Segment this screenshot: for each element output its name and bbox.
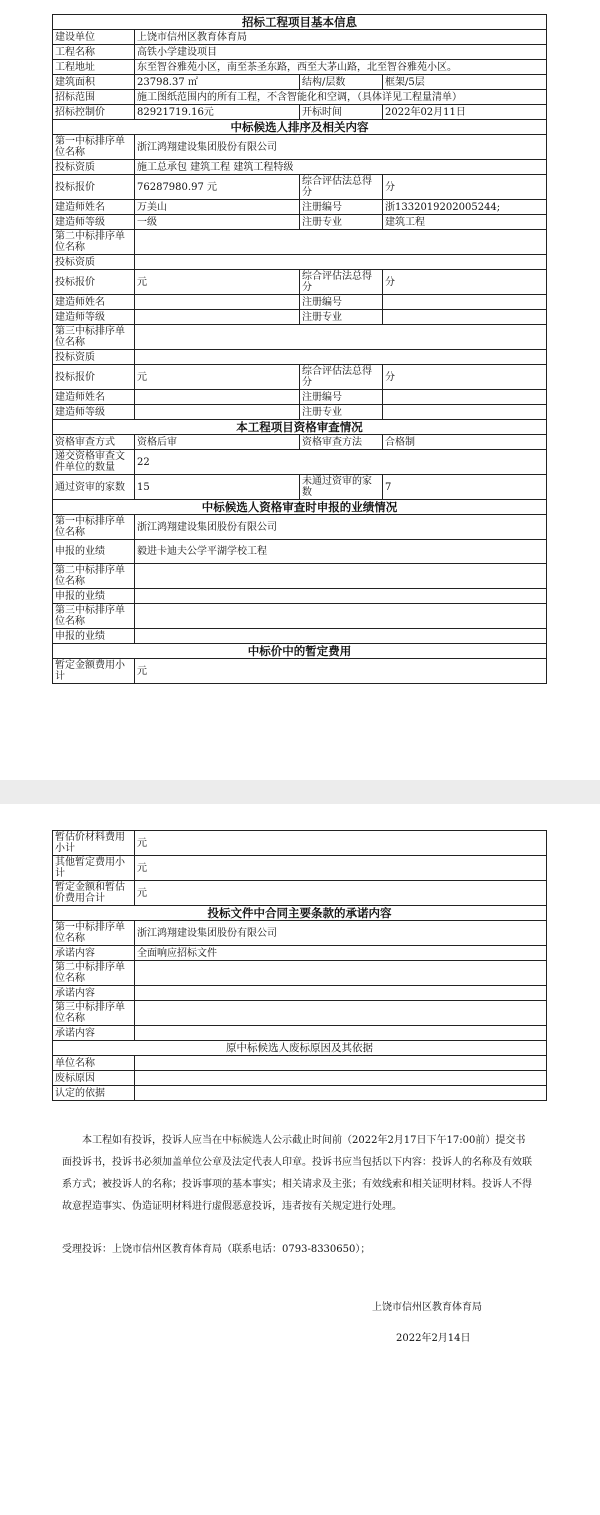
field-value: 全面响应招标文件 bbox=[135, 946, 547, 961]
field-value: 浙1332019202005244; bbox=[383, 200, 547, 215]
signer: 上饶市信州区教育体育局 bbox=[372, 1302, 482, 1313]
field-label: 递交资格审查文件单位的数量 bbox=[53, 450, 135, 475]
page-1 bbox=[52, 14, 546, 684]
signature-date: 2022年2月14日 bbox=[396, 1333, 471, 1344]
field-label: 投标资质 bbox=[53, 160, 135, 175]
field-label: 工程名称 bbox=[53, 45, 135, 60]
field-value bbox=[135, 405, 300, 420]
field-label: 第一中标排序单位名称 bbox=[53, 135, 135, 160]
field-label: 注册专业 bbox=[300, 310, 383, 325]
section-title-basic-info: 招标工程项目基本信息 bbox=[53, 15, 547, 30]
field-label: 招标范围 bbox=[53, 90, 135, 105]
field-value: 上饶市信州区教育体育局 bbox=[135, 30, 547, 45]
field-label: 第三中标排序单位名称 bbox=[53, 1001, 135, 1026]
field-value: 15 bbox=[135, 475, 300, 500]
field-value bbox=[135, 1001, 547, 1026]
field-value: 分 bbox=[383, 365, 547, 390]
info-table-page1 bbox=[52, 14, 547, 684]
field-label: 综合评估法总得分 bbox=[300, 175, 383, 200]
field-value: 2022年02月11日 bbox=[383, 105, 547, 120]
field-label: 认定的依据 bbox=[53, 1086, 135, 1101]
field-label: 投标资质 bbox=[53, 350, 135, 365]
field-label: 注册编号 bbox=[300, 295, 383, 310]
field-value: 一级 bbox=[135, 215, 300, 230]
field-label: 结构/层数 bbox=[300, 75, 383, 90]
field-value bbox=[135, 295, 300, 310]
field-label: 开标时间 bbox=[300, 105, 383, 120]
field-label: 第一中标排序单位名称 bbox=[53, 515, 135, 540]
field-value: 元 bbox=[135, 365, 300, 390]
field-label: 建造师等级 bbox=[53, 310, 135, 325]
field-value bbox=[135, 325, 547, 350]
field-label: 通过资审的家数 bbox=[53, 475, 135, 500]
field-value bbox=[135, 310, 300, 325]
field-label: 建造师姓名 bbox=[53, 295, 135, 310]
complaint-contact: 受理投诉：上饶市信州区教育体育局（联系电话：0793-8330650）； bbox=[62, 1244, 371, 1255]
field-label: 暂定金额费用小计 bbox=[53, 659, 135, 684]
info-table-page2 bbox=[52, 830, 547, 1101]
field-label: 注册专业 bbox=[300, 215, 383, 230]
field-value bbox=[383, 390, 547, 405]
field-value: 建筑工程 bbox=[383, 215, 547, 230]
field-label: 废标原因 bbox=[53, 1071, 135, 1086]
field-value bbox=[135, 589, 547, 604]
field-label: 注册编号 bbox=[300, 390, 383, 405]
field-label: 单位名称 bbox=[53, 1056, 135, 1071]
field-value bbox=[135, 604, 547, 629]
field-value bbox=[135, 564, 547, 589]
field-value: 合格制 bbox=[383, 435, 547, 450]
field-label: 申报的业绩 bbox=[53, 629, 135, 644]
field-value bbox=[135, 629, 547, 644]
field-value: 浙江鸿翔建设集团股份有限公司 bbox=[135, 135, 547, 160]
field-label: 注册编号 bbox=[300, 200, 383, 215]
field-value: 22 bbox=[135, 450, 547, 475]
field-value: 浙江鸿翔建设集团股份有限公司 bbox=[135, 515, 547, 540]
field-label: 第二中标排序单位名称 bbox=[53, 961, 135, 986]
field-label: 第三中标排序单位名称 bbox=[53, 604, 135, 629]
field-label: 暂估价材料费用小计 bbox=[53, 831, 135, 856]
field-value: 分 bbox=[383, 270, 547, 295]
field-label: 投标报价 bbox=[53, 270, 135, 295]
field-value bbox=[135, 1026, 547, 1041]
field-label: 注册专业 bbox=[300, 405, 383, 420]
field-value bbox=[383, 405, 547, 420]
field-label: 综合评估法总得分 bbox=[300, 365, 383, 390]
field-label: 承诺内容 bbox=[53, 946, 135, 961]
field-label: 投标资质 bbox=[53, 255, 135, 270]
field-value: 高铁小学建设项目 bbox=[135, 45, 547, 60]
field-label: 第二中标排序单位名称 bbox=[53, 230, 135, 255]
field-label: 其他暂定费用小计 bbox=[53, 856, 135, 881]
field-label: 第二中标排序单位名称 bbox=[53, 564, 135, 589]
field-value: 元 bbox=[135, 659, 547, 684]
complaint-notice-text: 本工程如有投诉，投诉人应当在中标候选人公示截止时间前（2022年2月17日下午17:00前）提交书面投诉书，投诉书必须加盖单位公章及法定代表人印章。投诉书应当包括以下内容：投诉人的名称及有效联系方式；被投诉人的名称；投诉事项的基本事实；相关请求及主张；有效线索和相关证明材料。投诉人不得故意捏造事实、伪造证明材料进行虚假恶意投诉，违者按有关规定进行处理。 bbox=[62, 1135, 532, 1212]
field-value: 7 bbox=[383, 475, 547, 500]
page-2 bbox=[52, 830, 546, 1101]
field-label: 投标报价 bbox=[53, 365, 135, 390]
complaint-notice bbox=[62, 1130, 532, 1218]
field-label: 承诺内容 bbox=[53, 986, 135, 1001]
field-label: 申报的业绩 bbox=[53, 589, 135, 604]
field-label: 资格审查方式 bbox=[53, 435, 135, 450]
field-value bbox=[135, 1086, 547, 1101]
field-value: 元 bbox=[135, 856, 547, 881]
section-title-performance: 中标候选人资格审查时申报的业绩情况 bbox=[53, 500, 547, 515]
field-value bbox=[135, 986, 547, 1001]
field-value bbox=[135, 961, 547, 986]
page-separator bbox=[0, 780, 600, 804]
field-value: 元 bbox=[135, 831, 547, 856]
field-value: 框架/5层 bbox=[383, 75, 547, 90]
field-label: 第一中标排序单位名称 bbox=[53, 921, 135, 946]
field-value bbox=[135, 1056, 547, 1071]
field-label: 招标控制价 bbox=[53, 105, 135, 120]
field-value bbox=[135, 390, 300, 405]
field-value: 元 bbox=[135, 881, 547, 906]
field-label: 建造师等级 bbox=[53, 215, 135, 230]
field-label: 承诺内容 bbox=[53, 1026, 135, 1041]
field-value bbox=[383, 310, 547, 325]
field-label: 暂定金额和暂估价费用合计 bbox=[53, 881, 135, 906]
field-value: 资格后审 bbox=[135, 435, 300, 450]
field-value bbox=[135, 1071, 547, 1086]
section-title-disqualification: 原中标候选人废标原因及其依据 bbox=[53, 1041, 547, 1056]
field-label: 第三中标排序单位名称 bbox=[53, 325, 135, 350]
field-label: 未通过资审的家数 bbox=[300, 475, 383, 500]
section-title-qualification: 本工程项目资格审查情况 bbox=[53, 420, 547, 435]
field-label: 申报的业绩 bbox=[53, 540, 135, 564]
field-value bbox=[135, 255, 547, 270]
field-label: 工程地址 bbox=[53, 60, 135, 75]
field-value bbox=[135, 350, 547, 365]
section-title-candidates: 中标候选人排序及相关内容 bbox=[53, 120, 547, 135]
field-label: 投标报价 bbox=[53, 175, 135, 200]
section-title-provisional: 中标价中的暂定费用 bbox=[53, 644, 547, 659]
section-title-commitments: 投标文件中合同主要条款的承诺内容 bbox=[53, 906, 547, 921]
field-value: 施工图纸范围内的所有工程，不含智能化和空调，（具体详见工程量清单） bbox=[135, 90, 547, 105]
field-value bbox=[135, 230, 547, 255]
field-label: 建设单位 bbox=[53, 30, 135, 45]
field-value: 东至智谷雅苑小区，南至茶圣东路，西至大茅山路，北至智谷雅苑小区。 bbox=[135, 60, 547, 75]
field-label: 建筑面积 bbox=[53, 75, 135, 90]
field-label: 建造师姓名 bbox=[53, 390, 135, 405]
field-value: 毅进卡迪夫公学平湖学校工程 bbox=[135, 540, 547, 564]
field-value: 分 bbox=[383, 175, 547, 200]
field-label: 建造师等级 bbox=[53, 405, 135, 420]
field-value: 23798.37 ㎡ bbox=[135, 75, 300, 90]
field-value bbox=[383, 295, 547, 310]
field-label: 资格审查方法 bbox=[300, 435, 383, 450]
field-value: 82921719.16元 bbox=[135, 105, 300, 120]
field-value: 施工总承包 建筑工程 建筑工程特级 bbox=[135, 160, 547, 175]
field-value: 元 bbox=[135, 270, 300, 295]
field-value: 万美山 bbox=[135, 200, 300, 215]
field-label: 建造师姓名 bbox=[53, 200, 135, 215]
field-label: 综合评估法总得分 bbox=[300, 270, 383, 295]
field-value: 76287980.97 元 bbox=[135, 175, 300, 200]
field-value: 浙江鸿翔建设集团股份有限公司 bbox=[135, 921, 547, 946]
